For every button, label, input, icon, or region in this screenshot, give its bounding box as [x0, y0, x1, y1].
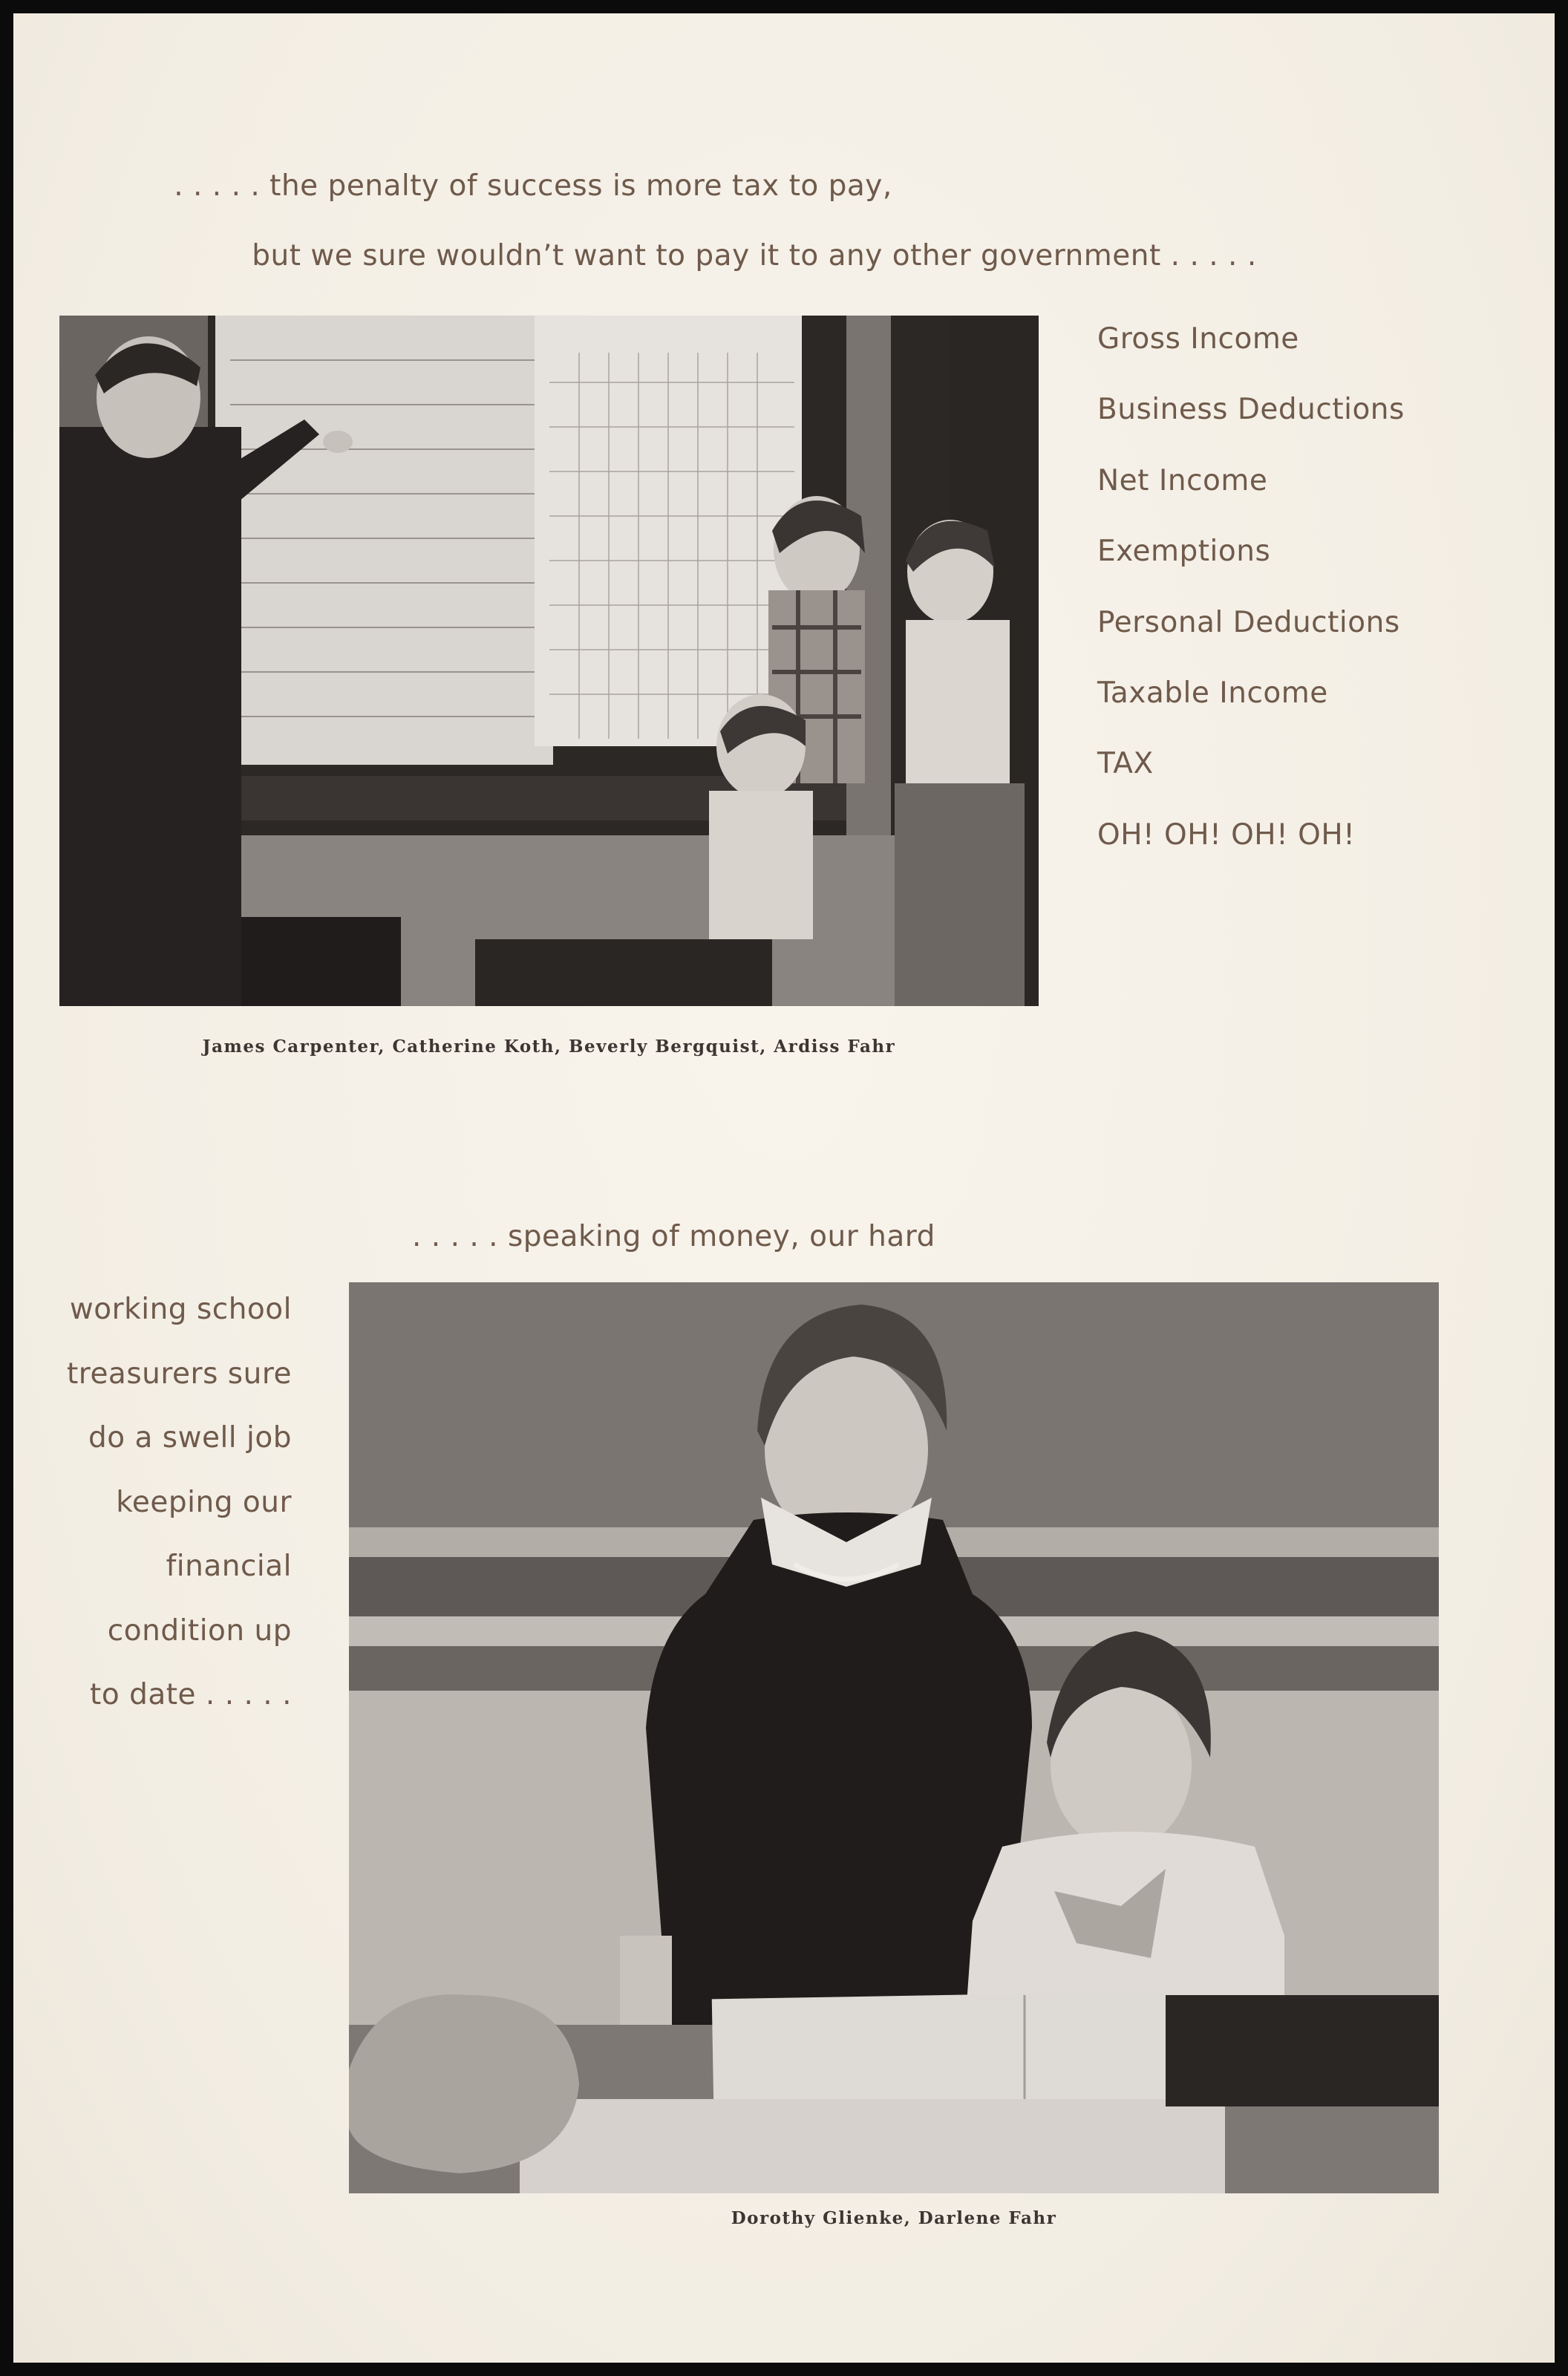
tax-list-item: Taxable Income	[1097, 676, 1328, 710]
tax-list-item: TAX	[1097, 747, 1154, 780]
side-text-line: treasurers sure	[66, 1357, 292, 1391]
side-text-line: to date . . . . .	[90, 1678, 292, 1711]
side-text-line: financial	[166, 1550, 292, 1583]
photo1-caption: James Carpenter, Catherine Koth, Beverly Bergquist, Ardiss Fahr	[202, 1037, 896, 1057]
side-text-line: working school	[69, 1293, 292, 1326]
side-text-line: condition up	[107, 1614, 292, 1648]
tax-list-item: Gross Income	[1097, 322, 1299, 356]
tax-list-item: Net Income	[1097, 464, 1268, 497]
tax-list-item: Exemptions	[1097, 535, 1271, 568]
side-text-line: do a swell job	[88, 1421, 292, 1455]
photo-treasurers-at-desk	[349, 1282, 1439, 2193]
tax-list-item: Personal Deductions	[1097, 606, 1400, 639]
side-text-line: keeping our	[116, 1486, 292, 1519]
yearbook-page	[13, 13, 1555, 2363]
header-line-2: but we sure wouldn’t want to pay it to any other government . . . . .	[252, 239, 1257, 272]
photo-tax-form-classroom	[59, 316, 1039, 1006]
section2-lead: . . . . . speaking of money, our hard	[412, 1220, 935, 1253]
header-line-1: . . . . . the penalty of success is more tax to pay,	[174, 169, 892, 203]
photo2-caption: Dorothy Glienke, Darlene Fahr	[731, 2208, 1057, 2228]
tax-list-item: OH! OH! OH! OH!	[1097, 818, 1356, 852]
tax-list-item: Business Deductions	[1097, 393, 1405, 426]
